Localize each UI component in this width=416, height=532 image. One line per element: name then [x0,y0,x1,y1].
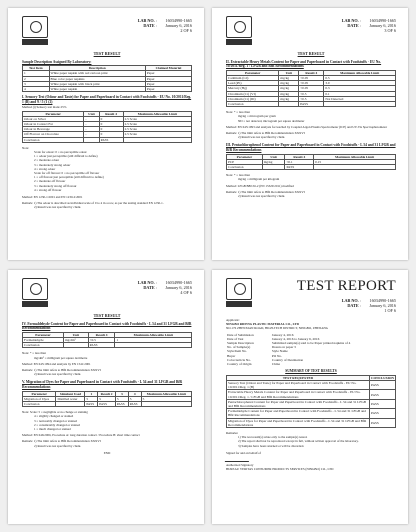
remark-line: Remark: 1) The odour is described as individual scale of 0 to 4 in a row, as per the testing standard EN 1230-1. [22,201,164,206]
bureau-veritas-logo [226,278,254,308]
heavy-metals-table [226,70,396,107]
page-header: LAB NO. : 16034990-1665 DATE : January 6, 2016 1 OF 6 [341,298,396,314]
method-line: Method: EN 645:1994 and analysis by EN 1541:2001 [22,361,91,366]
signature-block: Signed for and on behalf of Authorized Signatory BUREAU VERITAS CONSUMER PRODUCTS SERVICES (NINGBO) CO., LTD [226,450,334,472]
table-row: 2 Blue color paper napkins Paper [23,76,192,81]
table-row: Formaldehyde Content for Paper and Paperboard in Contact with Foodstuffs - L 54 and 31 LFGB and BfR Recommendations PASS [227,409,396,418]
summary-table [226,375,396,428]
end-mark: END [103,450,111,455]
page-header: LAB NO. : 16034990-1665 DATE : January 6, 2016 4 OF 6 [137,280,192,296]
summary-heading: SUMMARY OF TEST RESULTS [285,369,337,374]
page-title: TEST RESULT [93,51,121,56]
page-number: 2 OF 6 [180,28,192,34]
sample-info-table [226,333,396,367]
table-row: Lead (Pb) mg/kg <0.05 3.0 [227,81,396,86]
table-row: Migration of Dyes for Paper and Paperboard in Contact with Foodstuffs - L 54 and 31 LFGB and BfR Recommendations PASS [227,418,396,427]
page-content: Applicant: NINGBO RIFENG PLASTIC MATERIAL CO., LTD NO.176 ZHENXIAN ROAD, HIGH-TECH DISTRICT, NINGBO, ZHEJIANG Date of Submission January 4, 2016 Date of Test January 4, 2016 to January 6, 2016 Sample Description Submitted sample(s) said to be Paper printed napkins of 4 No. of Sample(s) Dozen on paper 3 Style/Item No. Style Name Buyer PO No. Color/Article No. Country of Destination Country of Origin China SUMMARY OF TEST RESULTS TEST REQUESTED CONCLUSION Sensory Test (Odour and Taste) for Paper and Paperboard in Contact with Foodstuffs - EU No. 10/2011/Reg. 1 (B) PASS Extractable Heavy Metals Content for Paper and Paperboard in Contact with Foodstuffs - EU No. 10/2011/Reg. 1 / LFGB and BfR Recommendations PASS Pentachlorophenol Content for Paper and Paperboard in Contact with Foodstuffs - L 54 and 31 LFGB and BfR Recommendations PASS Formaldehyde Content for Paper and Paperboard in Contact with Foodstuffs - L 54 and 31 LFGB and BfR Recommendations PASS Migration of Dyes for Paper and Paperboard in Contact with Foodstuffs - L 54 and 31 LFGB and BfR Recommendations PASS Remarks: 1) The test result(s) relate only to the sample(s) tested. 2) The report shall not be reproduced except in full, without written approval of the laboratory. 3) Samples have been returned or will be discarded. Signed for and on behalf of Authorized Signatory BUREAU VERITAS CONSUMER PRODUCTS SERVICES (NINGBO) CO., LTD [226,318,394,472]
table-header-row: Parameter Unit Result 4 Maximum Allowable Limit [23,111,192,116]
table-row: Mercury (Hg) mg/kg <0.05 0.3 [227,86,396,91]
section-heading: I. Sensory Test (Odour and Taste) for Paper and Paperboard in Contact with Foodstuffs - EU No. 10/2011/Reg. 1 (B) and 9 / 5 (1 (2) [22,95,192,104]
table-row: Cadmium (Cd) mg/kg <0.05 0.5 [227,75,396,80]
page-header: LAB NO. : 16034990-1665 DATE : January 6, 2016 3 OF 6 [341,18,396,34]
applicant-name: NINGBO RIFENG PLASTIC MATERIAL CO., LTD [226,322,299,327]
page-number: 3 OF 6 [384,28,396,34]
bureau-veritas-logo [22,16,50,46]
section-heading: Sample Description Assigned By Laboratory: [22,59,92,64]
table-row: Chromium (Cr) (VI) mg/kg <0.5 0.1 [227,91,396,96]
formaldehyde-table [22,332,192,349]
table-row: Conclusion PASS [23,343,192,348]
sample-table [22,65,192,92]
page-number: 1 OF 6 [384,308,396,314]
remark-line: 2) Result was not specified by client. [34,443,82,448]
report-page-4 [8,270,204,524]
table-header-row: TEST REQUESTED CONCLUSION [227,375,396,380]
remarks-block: Remarks: 1) The test result(s) relate only to the sample(s) tested. 2) The report shall not be reproduced except in full, without written approval of the laboratory. 3) Samples have been returned or will be discarded. [226,431,359,448]
section-heading: III. Pentachlorophenol Content for Paper and Paperboard in Contact with Foodstuffs - L 54 and 31 LFGB and BfR Recommendations [226,143,396,153]
table-row: Odour on Silver - 0 2.5 Scale [23,116,192,121]
table-row: Buyer PO No. [227,353,283,358]
report-title: TEST REPORT [296,278,396,294]
page-content: TEST RESULT Sample Description Assigned By Laboratory: Test Item Description Claimed Material 1 White paper napkin with red cartoon print Paper 2 Blue color paper napkins Paper 3 White paper napkin with black print Paper 4 White paper napkin Paper I. Sensory Test (Odour and Taste) for Paper and Paperboard in Contact with Foodstuffs - EU No. 10/2011/Reg. 1 (B) and 9 / 5 (1 (2) Method (i) Sensory test made 25% Parameter Unit Result 4 Maximum Allowable Limit Odour on Silver - 0 2.5 Scale Odour in Contact Fat - 0 2.5 Scale Odour in Beverage - 0 2.5 Scale Off Flavour on Chocolate - 0 2.5 Scale Conclusion PASS Note: Scale for odour: 0 = no perceptible odour 1 = odour just perceptible (still difficult to define) 2 = moderate odour 3 = moderately strong odour 4 = strong odour Scale for off flavour: 0 = no perceptible off flavour 1 = off flavour just perceptible (still difficult to define) 2 = moderate off flavour 3 = moderately strong off flavour 4 = strong off flavour Method: EN 1230-1:2001 and EN 1230-2:2001 Remark: 1) The odour is described as individual scale of 0 to 4 in a row, as per the testing standard EN 1230-1. 2) Result was not specified by client. [22,51,192,210]
remark-line: Remark: 1) The limit refers to BfR Recommendation XXXVI [226,131,305,136]
table-header-row: Parameter Unit Result 4 Maximum Allowable Limit [23,332,192,337]
scale-note: Note: Scale for odour: 0 = no perceptible odour 1 = odour just perceptible (still difficult to define) 2 = moderate odour 3 = moderately strong odour 4 = strong odour Scale for off flavour: 0 = no perceptible off flavour 1 = off flavour just perceptible (still difficult to define) 2 = moderate off flavour 3 = moderately strong off flavour 4 = strong off flavour [22,145,104,192]
page-number: 4 OF 6 [180,290,192,296]
table-row: Off Flavour on Chocolate - 0 2.5 Scale [23,132,192,137]
remark-line: 2) Result was not specified by client. [34,372,82,377]
table-row: Conclusion PASS [227,102,396,107]
table-row: 1 White paper napkin with red cartoon print Paper [23,71,192,76]
table-row: Color/Article No. Country of Destination [227,357,304,362]
bureau-veritas-logo [22,278,50,308]
table-row: No. of Sample(s) Dozen on paper 3 [227,345,296,350]
remark-line: 2) Result was not specified by client. [34,205,82,210]
table-row: Sensory Test (Odour and Taste) for Paper and Paperboard in Contact with Foodstuffs - EU No. 10/2011/Reg. 1 (B) PASS [227,381,396,390]
page-title: TEST RESULT [93,313,121,318]
page-content [226,52,396,198]
table-row: Extractable Heavy Metals Content for Paper and Paperboard in Contact with Foodstuffs - EU No. 10/2011/Reg. 1 / LFGB and BfR Recommendations PASS [227,390,396,399]
page-header: LAB NO. : 16034990-1665 DATE : January 6, 2016 2 OF 6 [137,18,192,34]
applicant-address: NO.176 ZHENXIAN ROAD, HIGH-TECH DISTRICT, NINGBO, ZHEJIANG [226,326,329,331]
signature-mark [225,455,252,462]
table-row: 3 White paper napkin with black print Paper [23,81,192,86]
report-page-3 [212,8,408,260]
table-row: Date of Test January 4, 2016 to January 6, 2016 [227,336,320,341]
section-heading: II. Extractable Heavy Metals Content for Paper and Paperboard in Contact with Foodstuffs - EU No. 10/2011/Reg. 1 / LFGB and BfR Recommendations [226,59,382,69]
report-page-1 [212,270,408,524]
method-line: Method: EN 646:2006, Procedure A: long duration contact / Procedure B: short time contact [22,433,140,438]
remark-line: Remark: 1) The limit refers to BfR Recommendation XXXVI [226,189,305,194]
section-heading: IV. Formaldehyde Content for Paper and Paperboard in Contact with Foodstuffs - L 54 and 31 LFGB and BfR Recommendations [22,321,192,331]
table-row: Migration of Dyes Distilled water 5 5 5 5 5 [23,396,192,401]
table-row: Conclusion PASS [23,137,192,142]
remark-line: 2) Result was not specified by client. [238,194,286,199]
table-header-row: Parameter Unit Result 4 Maximum Allowable Limit [227,154,396,159]
method-line: Method: EN 1230-1:2001 and EN 1230-2:2001 [22,195,83,200]
table-row: Chromium (Cr) (III) mg/kg <0.5 Not Detected [227,96,396,101]
table-header-row: Parameter Simulant Used 1 Result 2 3 4 Maximum Allowable Limit [23,391,192,396]
bureau-veritas-logo [226,16,254,46]
table-row: Country of Origin China [227,362,280,367]
table-row: Formaldehyde mg/dm² <0.5 1 [23,337,192,342]
table-header-row: Test Item Description Claimed Material [23,66,192,71]
note-block: Note: Scale: 5 = negligible or no change or staining 4 = slightly changed or stained 3 = noticeably changed or stained 2 = considerably changed or stained 1 = much changed or stained [22,410,88,432]
table-row: 4 White paper napkin Paper [23,87,192,92]
sensory-results-table [22,111,192,143]
table-row: Date of Submission January 4, 2016 [227,332,294,337]
method-line: Method: EN 645:1993 and analysis for leached by Coupled Argon Plasma Spectrometer (ICP) and UV-Vis Spectrophotometer [226,124,388,129]
table-header-row: Parameter Unit Result 4 Maximum Allowable Limit [227,70,396,75]
note-block: Note: * = less than mg/dm² = milligram per square decimetre [22,351,88,360]
note-block: Note: * = less than mg/kg = microgram per gram ND = not detected, microgram per square decimeter [226,110,305,123]
remark-line: Remark: 1) The limit refers to BfR Recommendation XXXVI [22,439,101,444]
page-title: TEST RESULT [297,51,325,56]
table-row: PCP mg/kg <0.1 0.15 [227,159,396,164]
table-row: Odour in Contact Fat - 0 2.5 Scale [23,122,192,127]
table-row: Sample Description Submitted sample(s) said to be Paper printed napkins of 4 [227,341,351,346]
report-page-2 [8,8,204,260]
table-row: Pentachlorophenol Content for Paper and Paperboard in Contact with Foodstuffs - L 54 and 31 LFGB and BfR Recommendations PASS [227,399,396,408]
remark-line: 2) Result was not specified by client. [238,135,286,140]
dye-migration-table [22,391,192,408]
remark-line: Remark: 1) The limit refers to BfR Recommendation XXXVI [22,368,101,372]
table-row: Odour in Beverage - 0 2.5 Scale [23,127,192,132]
table-row: Conclusion PASS [227,165,396,170]
section-heading: V. Migration of Dyes for Paper and Paperboard in Contact with Foodstuffs - L 54 and 31 LFGB and BfR Recommendations [22,380,183,389]
pcp-table [226,154,396,171]
table-row: Style/Item No. Style Name [227,349,288,354]
method-line: Method: LFGB B80.56-2 (EN 15320:2011) modified [226,183,294,188]
table-row: Conclusion PASS PASS PASS PASS [23,402,192,407]
note-block: Note: * = less than mg/kg = milligram per kilogram [226,173,280,182]
page-content [22,314,192,455]
